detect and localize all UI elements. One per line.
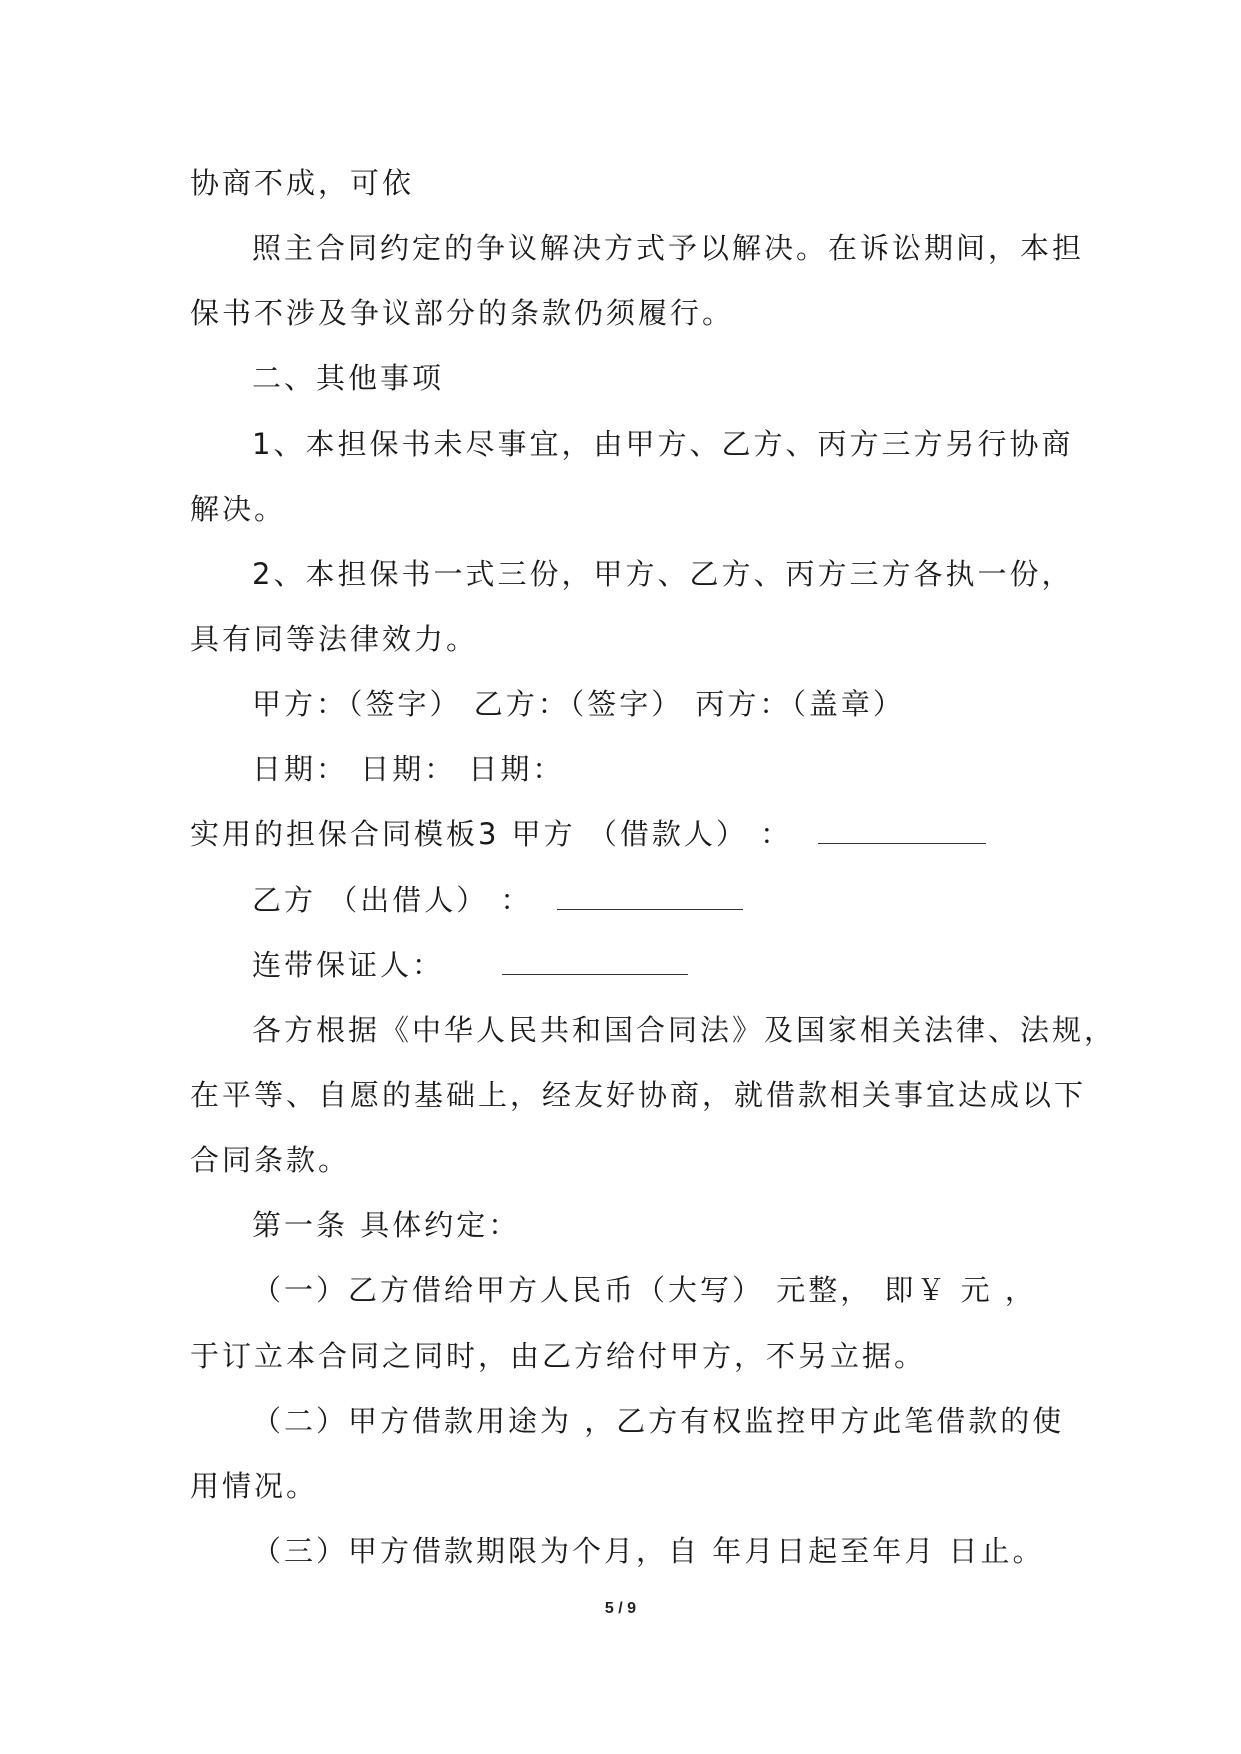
text-line: 照主合同约定的争议解决方式予以解决。在诉讼期间，本担: [252, 231, 1085, 265]
guarantor-line: [252, 945, 688, 985]
page-number: 5 / 9: [604, 1600, 637, 1617]
text-line: 2、本担保书一式三份，甲方、乙方、丙方三方各执一份，: [252, 557, 1074, 591]
borrower-blank: [818, 817, 986, 844]
text-line: （三）甲方借款期限为个月，自 年月日起至年月 日止。: [252, 1534, 1045, 1568]
section-heading: 二、其他事项: [252, 361, 445, 395]
text-line: 保书不涉及争议部分的条款仍须履行。: [190, 296, 735, 330]
lender-label: 乙方 （出借人） ：: [252, 883, 533, 917]
guarantor-label: 连带保证人：: [252, 948, 445, 982]
lender-blank: [557, 883, 743, 910]
signature-line: 甲方：（签字） 乙方：（签字） 丙方：（盖章）: [252, 687, 905, 721]
text-line: 合同条款。: [190, 1143, 351, 1177]
text-line: （一）乙方借给甲方人民币（大写） 元整， 即￥ 元 ，: [252, 1273, 1037, 1307]
text-line: 在平等、自愿的基础上，经友好协商，就借款相关事宜达成以下: [190, 1078, 1087, 1112]
guarantor-blank: [502, 948, 688, 975]
lender-line: [252, 880, 743, 920]
contract-title-text: 实用的担保合同模板3 甲方 （借款人） ：: [190, 817, 793, 851]
date-line: 日期： 日期： 日期：: [252, 752, 565, 786]
text-line: 具有同等法律效力。: [190, 622, 479, 656]
text-line: 各方根据《中华人民共和国合同法》及国家相关法律、法规，: [252, 1013, 1117, 1047]
text-line: 协商不成，可依: [190, 166, 415, 200]
article-heading: 第一条 具体约定：: [252, 1208, 521, 1242]
text-line: 1、本担保书未尽事宜，由甲方、乙方、丙方三方另行协商: [252, 427, 1074, 461]
contract-title-line: [190, 814, 986, 854]
text-line: （二）甲方借款用途为 ，乙方有权监控甲方此笔借款的使: [252, 1404, 1065, 1438]
text-line: 于订立本合同之同时，由乙方给付甲方，不另立据。: [190, 1339, 927, 1373]
text-line: 解决。: [190, 492, 287, 526]
text-line: 用情况。: [190, 1469, 319, 1503]
